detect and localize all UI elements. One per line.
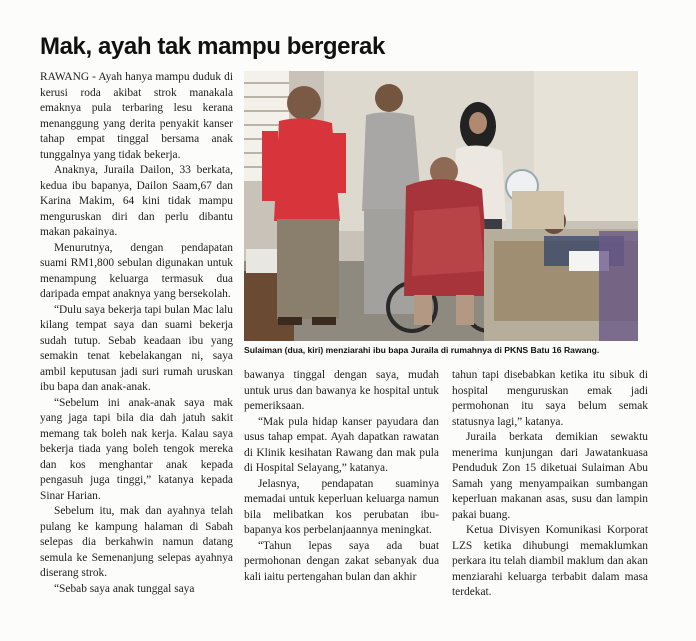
paragraph: “Sebelum ini anak-anak saya mak yang jaga tapi bila dia dah jatuh sakit memang tak boleh nak kerja. Kalau saya bekerja tiada yang boleh tengok mereka dan kos menghantar anak kepada pengasuh juga tinggi,” katanya kepada Sinar Harian. <box>40 396 233 502</box>
paragraph: Jelasnya, pendapatan suaminya memadai untuk keperluan keluarga namun bila melibatkan kos perubatan ibu-bapanya kos perbelanjaannya meningkat. <box>244 477 439 536</box>
article-column-3 <box>452 368 648 601</box>
paragraph: RAWANG - Ayah hanya mampu duduk di kerusi roda akibat strok manakala emaknya pula terbaring lesu kerana menanggung yang derita penyakit kanser tahap empat tinggal bersama anak tunggalnya yang tidak bekerja. <box>40 71 233 161</box>
paragraph: Menurutnya, dengan pendapatan suami RM1,800 sebulan digunakan untuk menampung keluarga termasuk dua daripada empat anaknya yang bersekolah. <box>40 241 233 300</box>
paragraph: Ketua Divisyen Komunikasi Korporat LZS ketika dihubungi memaklumkan perkara itu telah diambil maklum dan akan menziarahi keluarga terbabit dalam masa terdekat. <box>452 524 648 598</box>
paragraph: Sebelum itu, mak dan ayahnya telah pulang ke kampung halaman di Sabah selepas dia berkahwin namun datang semula ke Semenanjung selepas ayahnya diserang strok. <box>40 505 233 579</box>
paragraph: “Mak pula hidap kanser payudara dan usus tahap empat. Ayah dapatkan rawatan di Klinik kesihatan Rawang dan mak pula di Hospital Selayang,” katanya. <box>244 415 439 474</box>
article-column-1 <box>40 70 233 597</box>
article-column-2 <box>244 368 439 585</box>
photo-caption: Sulaiman (dua, kiri) menziarahi ibu bapa Juraila di rumahnya di PKNS Batu 16 Rawang. <box>244 345 600 355</box>
paragraph: bawanya tinggal dengan saya, mudah untuk urus dan bawanya ke hospital untuk pemeriksaan. <box>244 369 439 412</box>
news-photo <box>244 71 638 341</box>
paragraph: Anaknya, Juraila Dailon, 33 berkata, kedua ibu bapanya, Dailon Saam,67 dan Karina Makim, 64 kini tidak mampu menguruskan diri dan perlu dibantu makan pakainya. <box>40 164 233 238</box>
paragraph: Juraila berkata demikian sewaktu menerima kunjungan dari Jawatankuasa Penduduk Zon 15 diketuai Sulaiman Abu Samah yang menyampaikan sumbangan keperluan makanan asas, susu dan lampin pakai buang. <box>452 431 648 521</box>
paragraph: “Tahun lepas saya ada buat permohonan dengan zakat sebanyak dua kali iaitu pertengahan bulan dan akhir <box>244 539 439 583</box>
headline: Mak, ayah tak mampu bergerak <box>40 33 385 60</box>
paragraph: “Dulu saya bekerja tapi bulan Mac lalu kilang tempat saya dan suami bekerja sudah tutup. Sebab keadaan ibu yang semakin tenat kebelakangan ni, saya ambil keputusan jadi suri rumah uruskan ibu bapa dan anak-anak. <box>40 303 233 393</box>
paragraph: “Sebab saya anak tunggal saya <box>54 582 195 595</box>
paragraph: tahun tapi disebabkan ketika itu sibuk di hospital menguruskan emak jadi permohonan itu saya belum semak statusnya lagi,” katanya. <box>452 369 648 428</box>
